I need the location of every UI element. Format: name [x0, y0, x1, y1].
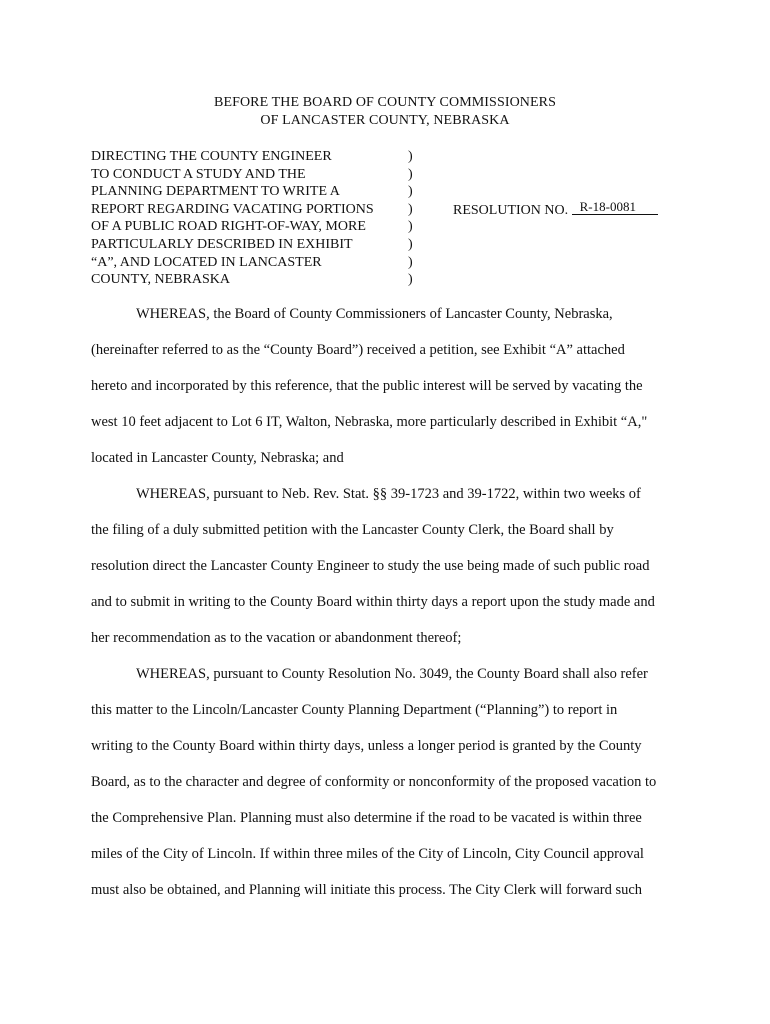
- caption-paren: ): [408, 272, 413, 288]
- caption-row: [91, 183, 413, 201]
- caption-line: “A”, AND LOCATED IN LANCASTER: [91, 254, 322, 270]
- header-line-1: BEFORE THE BOARD OF COUNTY COMMISSIONERS: [214, 95, 556, 110]
- caption-paren: ): [408, 184, 413, 200]
- caption-paren: ): [408, 201, 413, 217]
- caption-paren: ): [408, 166, 413, 182]
- body-line: WHEREAS, pursuant to County Resolution No. 3049, the County Board shall also refer: [136, 666, 648, 682]
- body-line: resolution direct the Lancaster County Engineer to study the use being made of such public road: [91, 558, 650, 574]
- resolution-label: RESOLUTION NO.: [453, 203, 569, 218]
- caption-line: OF A PUBLIC ROAD RIGHT-OF-WAY, MORE: [91, 219, 366, 235]
- caption-row: [91, 201, 413, 219]
- caption-paren: ): [408, 219, 413, 235]
- body-line: the filing of a duly submitted petition with the Lancaster County Clerk, the Board shall by: [91, 522, 614, 538]
- body-line: located in Lancaster County, Nebraska; and: [91, 450, 344, 466]
- caption-paren: ): [408, 149, 413, 164]
- caption-paren: ): [408, 254, 413, 270]
- body-line: miles of the City of Lincoln. If within three miles of the City of Lincoln, City Council approval: [91, 846, 644, 862]
- caption-paren: ): [408, 236, 413, 252]
- body-line: must also be obtained, and Planning will initiate this process. The City Clerk will forward such: [91, 882, 643, 898]
- body-line: WHEREAS, the Board of County Commissioners of Lancaster County, Nebraska,: [136, 306, 613, 322]
- caption-line: PARTICULARLY DESCRIBED IN EXHIBIT: [91, 236, 353, 252]
- body-line: this matter to the Lincoln/Lancaster County Planning Department (“Planning”) to report in: [91, 702, 618, 718]
- caption-row: [91, 148, 413, 166]
- body-line: writing to the County Board within thirty days, unless a longer period is granted by the County: [91, 738, 642, 754]
- caption-line: REPORT REGARDING VACATING PORTIONS: [91, 201, 374, 217]
- resolution-number-block: [453, 199, 658, 219]
- body-line: and to submit in writing to the County Board within thirty days a report upon the study made and: [91, 594, 655, 610]
- caption-line: COUNTY, NEBRASKA: [91, 272, 230, 288]
- body-line: her recommendation as to the vacation or abandonment thereof;: [91, 630, 462, 646]
- header-line-2: OF LANCASTER COUNTY, NEBRASKA: [260, 113, 510, 128]
- caption-row: [91, 218, 413, 236]
- caption-row: [91, 271, 413, 289]
- caption-row: [91, 236, 413, 254]
- body-line: Board, as to the character and degree of conformity or nonconformity of the proposed vacation to: [91, 774, 657, 790]
- body-line: west 10 feet adjacent to Lot 6 IT, Walton, Nebraska, more particularly described in Exhibit “A,": [91, 414, 648, 430]
- document-header: [0, 94, 770, 130]
- body-line: (hereinafter referred to as the “County Board”) received a petition, see Exhibit “A” attached: [91, 342, 625, 358]
- caption-row: [91, 166, 413, 184]
- body-line: the Comprehensive Plan. Planning must also determine if the road to be vacated is within three: [91, 810, 642, 826]
- case-caption: [91, 148, 413, 289]
- caption-line: TO CONDUCT A STUDY AND THE: [91, 166, 306, 182]
- body-line: hereto and incorporated by this reference, that the public interest will be served by vacating the: [91, 378, 643, 394]
- resolution-number: R-18-0081: [572, 200, 658, 215]
- body-line: WHEREAS, pursuant to Neb. Rev. Stat. §§ 39-1723 and 39-1722, within two weeks of: [136, 486, 641, 502]
- caption-row: [91, 254, 413, 272]
- caption-line: DIRECTING THE COUNTY ENGINEER: [91, 149, 332, 164]
- caption-line: PLANNING DEPARTMENT TO WRITE A: [91, 184, 340, 200]
